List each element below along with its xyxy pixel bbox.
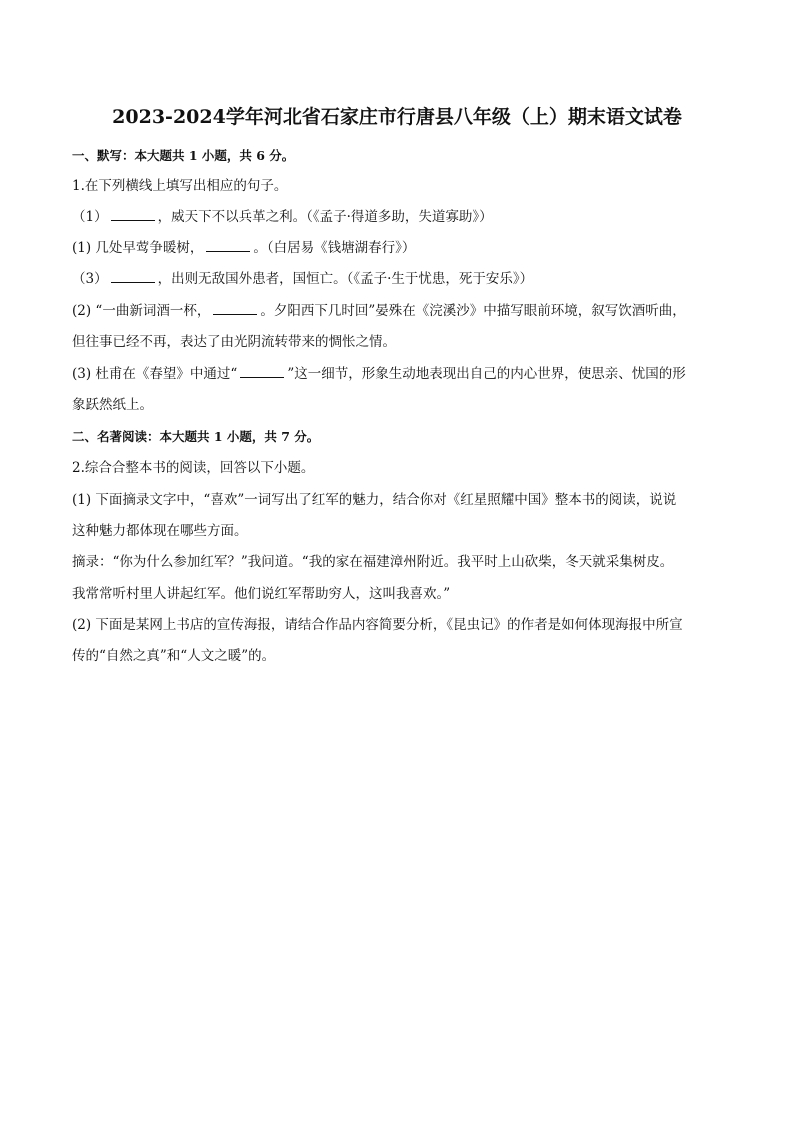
item-prefix: (2) “一曲新词酒一杯， xyxy=(72,303,211,319)
section-1-heading: 一、默写：本大题共 1 小题，共 6 分。 xyxy=(72,148,295,163)
question-1-item-5 xyxy=(72,364,732,384)
answer-blank[interactable] xyxy=(206,239,250,252)
question-1-item-4 xyxy=(72,301,732,321)
item-suffix: 。（白居易《钱塘湖春行》） xyxy=(253,240,416,256)
question-1-item-5-continued: 象跃然纸上。 xyxy=(72,397,153,413)
item-suffix: ，威天下不以兵革之利。（《孟子·得道多助，失道寡助》） xyxy=(157,209,493,225)
question-1-item-2 xyxy=(72,238,732,258)
excerpt-line-2: 我常常听村里人讲起红军。他们说红军帮助穷人，这叫我喜欢。” xyxy=(72,586,451,602)
question-2-part-1-line-2: 这种魅力都体现在哪些方面。 xyxy=(72,523,248,539)
question-1-item-1 xyxy=(72,207,732,227)
item-suffix: ，出则无敌国外患者，国恒亡。（《孟子·生于忧患，死于安乐》） xyxy=(157,271,534,287)
question-2-part-2-line-2: 传的“自然之真”和“人文之暖”的。 xyxy=(72,648,276,664)
answer-blank[interactable] xyxy=(111,270,155,283)
question-1-prompt: 1.在下列横线上填写出相应的句子。 xyxy=(72,178,288,194)
question-2-part-2-line-1: (2) 下面是某网上书店的宣传海报，请结合作品内容简要分析，《昆虫记》的作者是如何体现海报中所宣 xyxy=(72,617,683,633)
item-suffix: 。夕阳西下几时回”晏殊在《浣溪沙》中描写眼前环境，叙写饮酒听曲， xyxy=(260,303,686,319)
excerpt-line-1: 摘录：“你为什么参加红军？”我问道。“我的家在福建漳州附近。我平时上山砍柴，冬天就采集树皮。 xyxy=(72,554,674,570)
section-2-heading: 二、名著阅读：本大题共 1 小题，共 7 分。 xyxy=(72,429,320,444)
item-prefix: （3） xyxy=(72,271,108,287)
item-prefix: (3) 杜甫在《春望》中通过“ xyxy=(72,366,238,382)
answer-blank[interactable] xyxy=(240,365,284,378)
item-prefix: (1) 几处早莺争暖树， xyxy=(72,240,204,256)
item-suffix: ”这一细节，形象生动地表现出自己的内心世界，使思亲、忧国的形 xyxy=(287,366,686,382)
answer-blank[interactable] xyxy=(213,302,257,315)
question-1-item-4-continued: 但往事已经不再，表达了由光阴流转带来的惆怅之情。 xyxy=(72,334,396,350)
question-2-part-1-line-1: (1) 下面摘录文字中，“喜欢”一词写出了红军的魅力，结合你对《红星照耀中国》整本书的阅读，说说 xyxy=(72,492,677,508)
question-2-prompt: 2.综合合整本书的阅读，回答以下小题。 xyxy=(72,460,315,476)
answer-blank[interactable] xyxy=(111,208,155,221)
exam-title: 2023-2024学年河北省石家庄市行唐县八年级（上）期末语文试卷 xyxy=(112,106,682,128)
question-1-item-3 xyxy=(72,269,732,289)
item-prefix: （1） xyxy=(72,209,108,225)
